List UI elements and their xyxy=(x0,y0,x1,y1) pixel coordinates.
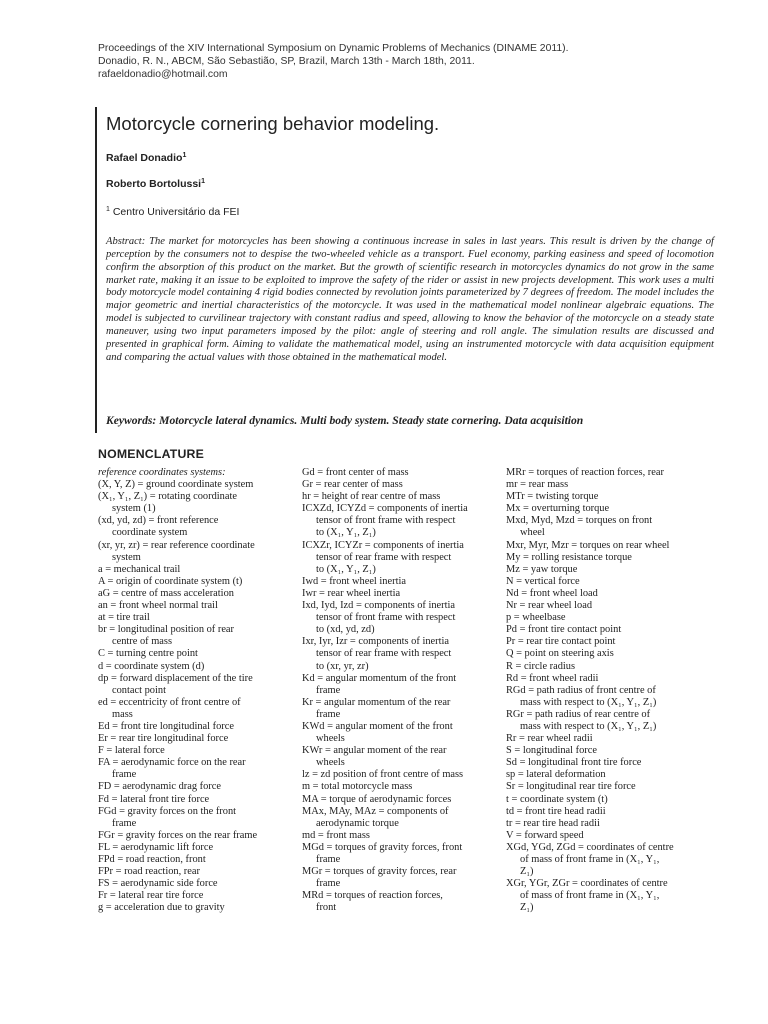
nomenclature-entry xyxy=(506,564,720,576)
nomenclature-entry xyxy=(506,806,720,818)
nomenclature-entry xyxy=(302,600,498,636)
nomenclature-entry-text: MRr = torques of reaction forces, rear xyxy=(506,467,664,478)
affiliation-mark: 1 xyxy=(106,206,110,213)
nomenclature-entry-text: MTr = twisting torque xyxy=(506,491,599,503)
nomenclature-entry xyxy=(506,842,720,878)
nomenclature-entry-text: td = front tire head radii xyxy=(506,805,606,817)
nomenclature-entry xyxy=(98,757,294,781)
nomenclature-entry-continuation: coordinate system xyxy=(112,527,188,539)
nomenclature-entry-continuation: tensor of front frame with respect xyxy=(316,612,456,624)
nomenclature-entry xyxy=(302,745,498,769)
nomenclature-entry-text: an = front wheel normal trail xyxy=(98,600,218,612)
nomenclature-entry-text: Gd = front center of mass xyxy=(302,467,409,478)
nomenclature-entry-continuation: Z₁) xyxy=(520,866,534,878)
nomenclature-entry-continuation: to (X₁, Y₁, Z₁) xyxy=(316,527,376,539)
nomenclature-entry-text: Rd = front wheel radii xyxy=(506,672,599,684)
nomenclature-entry xyxy=(302,636,498,672)
nomenclature-entry-text: sp = lateral deformation xyxy=(506,769,606,781)
nomenclature-entry xyxy=(506,661,720,673)
nomenclature-entry-text: hr = height of rear centre of mass xyxy=(302,491,441,503)
nomenclature-entry xyxy=(506,576,720,588)
author-name-text: Roberto Bortolussi xyxy=(106,178,202,190)
nomenclature-entry xyxy=(302,673,498,697)
nomenclature-entry xyxy=(506,648,720,660)
author-name-text: Rafael Donadio xyxy=(106,152,183,164)
nomenclature-entry-text: (X, Y, Z) = ground coordinate system xyxy=(98,479,254,491)
nomenclature-entry-continuation: front xyxy=(316,902,337,914)
nomenclature-entry-text: Ed = front tire longitudinal force xyxy=(98,720,234,732)
nomenclature-entry xyxy=(506,552,720,564)
proceedings-header xyxy=(98,42,718,81)
nomenclature-entry xyxy=(98,902,294,914)
nomenclature-entry-text: Gr = rear center of mass xyxy=(302,479,403,491)
nomenclature-entry-text: MGd = torques of gravity forces, front xyxy=(302,841,463,853)
nomenclature-entry xyxy=(98,697,294,721)
nomenclature-entry xyxy=(302,890,498,914)
nomenclature-entry-continuation: wheels xyxy=(316,733,345,745)
author-name xyxy=(106,178,205,190)
nomenclature-entry-text: Mz = yaw torque xyxy=(506,563,578,575)
nomenclature-entry xyxy=(98,842,294,854)
author-email: rafaeldonadio@hotmail.com xyxy=(98,69,228,80)
nomenclature-entry-text: dp = forward displacement of the tire xyxy=(98,672,253,684)
nomenclature-entry-text: FPd = road reaction, front xyxy=(98,854,206,865)
nomenclature-entry-text: md = front mass xyxy=(302,829,370,841)
nomenclature-entry-continuation: to (xr, yr, zr) xyxy=(316,660,369,672)
nomenclature-entry-text: C = turning centre point xyxy=(98,648,198,660)
nomenclature-entry-text: Nr = rear wheel load xyxy=(506,600,593,612)
nomenclature-entry xyxy=(302,721,498,745)
nomenclature-entry-text: Fd = lateral front tire force xyxy=(98,793,210,805)
affiliation-text: Centro Universitário da FEI xyxy=(109,206,240,218)
nomenclature-entry-text: Er = rear tire longitudinal force xyxy=(98,733,229,745)
nomenclature-entry-continuation: frame xyxy=(112,769,137,781)
nomenclature-entry-text: lz = zd position of front centre of mass xyxy=(302,769,464,781)
nomenclature-entry-text: RGd = path radius of front centre of xyxy=(506,684,656,696)
nomenclature-entry xyxy=(98,878,294,890)
nomenclature-entry xyxy=(506,588,720,600)
nomenclature-entry-text: S = longitudinal force xyxy=(506,745,597,757)
nomenclature-entry xyxy=(302,781,498,793)
nomenclature-entry xyxy=(302,479,498,491)
nomenclature-entry xyxy=(506,515,720,539)
nomenclature-entry xyxy=(98,890,294,902)
nomenclature-entry xyxy=(506,830,720,842)
abstract: Abstract: The market for motorcycles has been showing a continuous increase in sales in last years. This result is driven by the change of perception by the consumers not to despise the two-wheeled vehicle as a transport. Fuel economy, parking easiness and speed of locomotion confirm the absorption of this product on the market. But the growth of scientific research in motorcycles dynamics do not grow in the same market rate, making it an issue to be exploited to improve the safety of the rider or assist in new projects development. This work uses a multi body motorcycle model containing 4 rigid bodies connected by revolution joints parameterized by 7 degrees of freedom. The model includes the major geometric and inertial characteristics of the motorcycle. It was used in the mathematical model nonlinear algebraic equations. The model is subjected to curvilinear trajectory with constant radius and speed, allowing to know the behavior of the motorcycle on a steady state maneuver, using two input parameters imposed by the pilot: angle of steering and roll angle. The simulation results are discussed and presented in graphical form. Aiming to validate the mathematical model, using an instrumented motorcycle with data acquisition equipment and comparing the actual values with those obtained in the mathematical model. xyxy=(106,236,714,363)
nomenclature-entry xyxy=(98,467,294,479)
nomenclature-entry-continuation: mass xyxy=(112,708,133,720)
nomenclature-entry-text: XGd, YGd, ZGd = coordinates of centre xyxy=(506,841,674,853)
nomenclature-entry xyxy=(506,781,720,793)
nomenclature-entry xyxy=(98,515,294,539)
nomenclature-entry-text: ICXZd, ICYZd = components of inertia xyxy=(302,503,468,515)
nomenclature-entry xyxy=(98,600,294,612)
nomenclature-entry-text: Sd = longitudinal front tire force xyxy=(506,757,642,769)
nomenclature-entry-continuation: system (1) xyxy=(112,503,156,515)
nomenclature-heading: NOMENCLATURE xyxy=(98,447,205,461)
nomenclature-entry-continuation: aerodynamic torque xyxy=(316,817,399,829)
nomenclature-entry xyxy=(98,491,294,515)
nomenclature-entry xyxy=(506,540,720,552)
nomenclature-entry xyxy=(98,794,294,806)
nomenclature-entry xyxy=(506,503,720,515)
nomenclature-entry-text: V = forward speed xyxy=(506,829,584,841)
nomenclature-entry-text: m = total motorcycle mass xyxy=(302,781,413,793)
nomenclature-entry xyxy=(506,491,720,503)
nomenclature-entry xyxy=(98,479,294,491)
proceedings-line: Proceedings of the XIV International Symposium on Dynamic Problems of Mechanics (DINAME 2011). xyxy=(98,43,569,54)
nomenclature-entry-text: br = longitudinal position of rear xyxy=(98,624,235,636)
nomenclature-entry xyxy=(506,600,720,612)
nomenclature-entry xyxy=(302,503,498,539)
nomenclature-entry-text: Pd = front tire contact point xyxy=(506,624,622,636)
nomenclature-entry xyxy=(98,661,294,673)
nomenclature-entry xyxy=(506,878,720,914)
nomenclature-entry xyxy=(506,685,720,709)
nomenclature-entry xyxy=(506,479,720,491)
nomenclature-entry-continuation: to (xd, yd, zd) xyxy=(316,624,375,636)
nomenclature-entry-continuation: of mass of front frame in (X₁, Y₁, xyxy=(520,890,660,902)
nomenclature-entry-text: MA = torque of aerodynamic forces xyxy=(302,793,452,805)
nomenclature-entry-text: ICXZr, ICYZr = components of inertia xyxy=(302,539,464,551)
nomenclature-entry xyxy=(98,854,294,866)
nomenclature-entry-continuation: contact point xyxy=(112,684,166,696)
nomenclature-entry xyxy=(302,588,498,600)
nomenclature-entry-text: reference coordinates systems: xyxy=(98,467,226,478)
nomenclature-entry xyxy=(98,540,294,564)
nomenclature-entry-continuation: frame xyxy=(112,817,137,829)
nomenclature-entry-text: Nd = front wheel load xyxy=(506,587,598,599)
nomenclature-entry xyxy=(98,576,294,588)
nomenclature-entry-text: My = rolling resistance torque xyxy=(506,551,632,563)
nomenclature-column-1 xyxy=(98,467,294,914)
nomenclature-entry-text: FPr = road reaction, rear xyxy=(98,866,200,878)
nomenclature-entry-continuation: frame xyxy=(316,684,341,696)
nomenclature-entry-continuation: Z₁) xyxy=(520,902,534,914)
nomenclature-entry xyxy=(506,818,720,830)
nomenclature-entry-text: p = wheelbase xyxy=(506,612,566,624)
nomenclature-entry-text: Mxd, Myd, Mzd = torques on front xyxy=(506,515,653,527)
nomenclature-entry xyxy=(506,624,720,636)
nomenclature-entry xyxy=(506,673,720,685)
nomenclature-entry-text: Sr = longitudinal rear tire force xyxy=(506,781,636,793)
nomenclature-entry xyxy=(302,830,498,842)
nomenclature-entry xyxy=(302,794,498,806)
nomenclature-entry-text: FL = aerodynamic lift force xyxy=(98,841,214,853)
nomenclature-entry-text: g = acceleration due to gravity xyxy=(98,902,225,914)
nomenclature-entry-text: ed = eccentricity of front centre of xyxy=(98,696,241,708)
nomenclature-entry-text: R = circle radius xyxy=(506,660,576,672)
nomenclature-entry-text: N = vertical force xyxy=(506,575,580,587)
nomenclature-entry xyxy=(302,576,498,588)
nomenclature-entry-text: Iwd = front wheel inertia xyxy=(302,575,406,587)
nomenclature-entry xyxy=(506,709,720,733)
nomenclature-entry-text: FGd = gravity forces on the front xyxy=(98,805,237,817)
affiliation xyxy=(106,206,239,218)
nomenclature-entry-text: MRd = torques of reaction forces, xyxy=(302,890,443,902)
nomenclature-entry-text: F = lateral force xyxy=(98,745,165,757)
nomenclature-entry-text: FD = aerodynamic drag force xyxy=(98,781,221,793)
nomenclature-entry xyxy=(98,648,294,660)
nomenclature-entry-continuation: wheel xyxy=(520,527,545,539)
author-name xyxy=(106,152,186,164)
nomenclature-entry xyxy=(98,624,294,648)
title-block-rule xyxy=(95,107,97,433)
nomenclature-entry xyxy=(98,745,294,757)
nomenclature-entry-text: Ixr, Iyr, Izr = components of inertia xyxy=(302,636,449,648)
nomenclature-entry-text: (xd, yd, zd) = front reference xyxy=(98,515,219,527)
nomenclature-entry-text: t = coordinate system (t) xyxy=(506,793,608,805)
nomenclature-entry xyxy=(506,745,720,757)
nomenclature-entry-continuation: system xyxy=(112,551,141,563)
nomenclature-entry xyxy=(506,467,720,479)
nomenclature-entry xyxy=(98,673,294,697)
nomenclature-entry-text: Iwr = rear wheel inertia xyxy=(302,587,401,599)
nomenclature-entry xyxy=(98,806,294,830)
nomenclature-entry-continuation: of mass of front frame in (X₁, Y₁, xyxy=(520,854,660,865)
nomenclature-entry xyxy=(302,806,498,830)
keywords: Keywords: Motorcycle lateral dynamics. Multi body system. Steady state cornering. Data acquisition xyxy=(106,414,584,427)
nomenclature-entry xyxy=(506,794,720,806)
nomenclature-column-3 xyxy=(506,467,720,914)
nomenclature-entry-continuation: tensor of rear frame with respect xyxy=(316,551,452,563)
nomenclature-entry-continuation: to (X₁, Y₁, Z₁) xyxy=(316,563,376,575)
nomenclature-column-2 xyxy=(302,467,498,914)
nomenclature-entry-text: FGr = gravity forces on the rear frame xyxy=(98,829,258,841)
nomenclature-entry xyxy=(98,733,294,745)
nomenclature-entry-text: a = mechanical trail xyxy=(98,563,181,575)
nomenclature-entry xyxy=(506,769,720,781)
nomenclature-entry-text: XGr, YGr, ZGr = coordinates of centre xyxy=(506,878,668,890)
nomenclature-entry-text: KWr = angular moment of the rear xyxy=(302,745,447,757)
nomenclature-entry xyxy=(302,769,498,781)
nomenclature-entry xyxy=(506,733,720,745)
nomenclature-entry xyxy=(302,491,498,503)
nomenclature-entry-text: d = coordinate system (d) xyxy=(98,660,205,672)
nomenclature-entry-text: MAx, MAy, MAz = components of xyxy=(302,805,449,817)
nomenclature-entry-text: FA = aerodynamic force on the rear xyxy=(98,757,246,769)
nomenclature-entry-text: Mx = overturning torque xyxy=(506,503,610,515)
nomenclature-entry-text: Kr = angular momentum of the rear xyxy=(302,696,451,708)
nomenclature-entry xyxy=(98,612,294,624)
nomenclature-entry xyxy=(302,842,498,866)
nomenclature-entry-text: (X₁, Y₁, Z₁) = rotating coordinate xyxy=(98,491,237,503)
nomenclature-entry xyxy=(98,564,294,576)
nomenclature-entry-continuation: frame xyxy=(316,854,341,865)
nomenclature-entry xyxy=(98,781,294,793)
nomenclature-entry-text: at = tire trail xyxy=(98,612,150,624)
nomenclature-entry-continuation: frame xyxy=(316,708,341,720)
nomenclature-entry-text: Mxr, Myr, Mzr = torques on rear wheel xyxy=(506,539,670,551)
nomenclature-entry xyxy=(98,866,294,878)
author-affiliation-mark: 1 xyxy=(201,178,205,185)
paper-title: Motorcycle cornering behavior modeling. xyxy=(106,113,440,134)
nomenclature-entry-text: (xr, yr, zr) = rear reference coordinate xyxy=(98,539,255,551)
nomenclature-entry xyxy=(506,757,720,769)
nomenclature-entry xyxy=(506,636,720,648)
nomenclature-entry-text: tr = rear tire head radii xyxy=(506,817,600,829)
nomenclature-entry-continuation: tensor of front frame with respect xyxy=(316,515,456,527)
nomenclature-entry-text: RGr = path radius of rear centre of xyxy=(506,708,651,720)
nomenclature-entry-text: Ixd, Iyd, Izd = components of inertia xyxy=(302,600,456,612)
nomenclature-entry xyxy=(302,866,498,890)
nomenclature-entry-text: Kd = angular momentum of the front xyxy=(302,672,457,684)
citation-line: Donadio, R. N., ABCM, São Sebastião, SP, Brazil, March 13th - March 18th, 2011. xyxy=(98,56,475,67)
nomenclature-entry-continuation: mass with respect to (X₁, Y₁, Z₁) xyxy=(520,696,657,708)
nomenclature-entry-text: Fr = lateral rear tire force xyxy=(98,890,204,902)
nomenclature-entry-continuation: frame xyxy=(316,878,341,890)
nomenclature-entry-text: MGr = torques of gravity forces, rear xyxy=(302,866,457,878)
nomenclature-entry-continuation: mass with respect to (X₁, Y₁, Z₁) xyxy=(520,720,657,732)
nomenclature-entry-continuation: wheels xyxy=(316,757,345,769)
nomenclature-entry-continuation: tensor of rear frame with respect xyxy=(316,648,452,660)
nomenclature-entry-text: FS = aerodynamic side force xyxy=(98,878,218,890)
nomenclature-entry xyxy=(302,467,498,479)
nomenclature-entry xyxy=(506,612,720,624)
nomenclature-entry-text: A = origin of coordinate system (t) xyxy=(98,575,243,587)
nomenclature-entry xyxy=(98,588,294,600)
nomenclature-entry xyxy=(98,830,294,842)
nomenclature-entry xyxy=(302,540,498,576)
nomenclature-entry xyxy=(302,697,498,721)
author-affiliation-mark: 1 xyxy=(182,152,187,159)
nomenclature-entry-text: Pr = rear tire contact point xyxy=(506,636,616,648)
nomenclature-entry xyxy=(98,721,294,733)
nomenclature-entry-continuation: centre of mass xyxy=(112,636,173,648)
nomenclature-entry-text: KWd = angular moment of the front xyxy=(302,720,453,732)
nomenclature-entry-text: Rr = rear wheel radii xyxy=(506,733,593,745)
nomenclature-entry-text: mr = rear mass xyxy=(506,479,569,491)
nomenclature-entry-text: Q = point on steering axis xyxy=(506,648,614,660)
nomenclature-entry-text: aG = centre of mass acceleration xyxy=(98,587,234,599)
